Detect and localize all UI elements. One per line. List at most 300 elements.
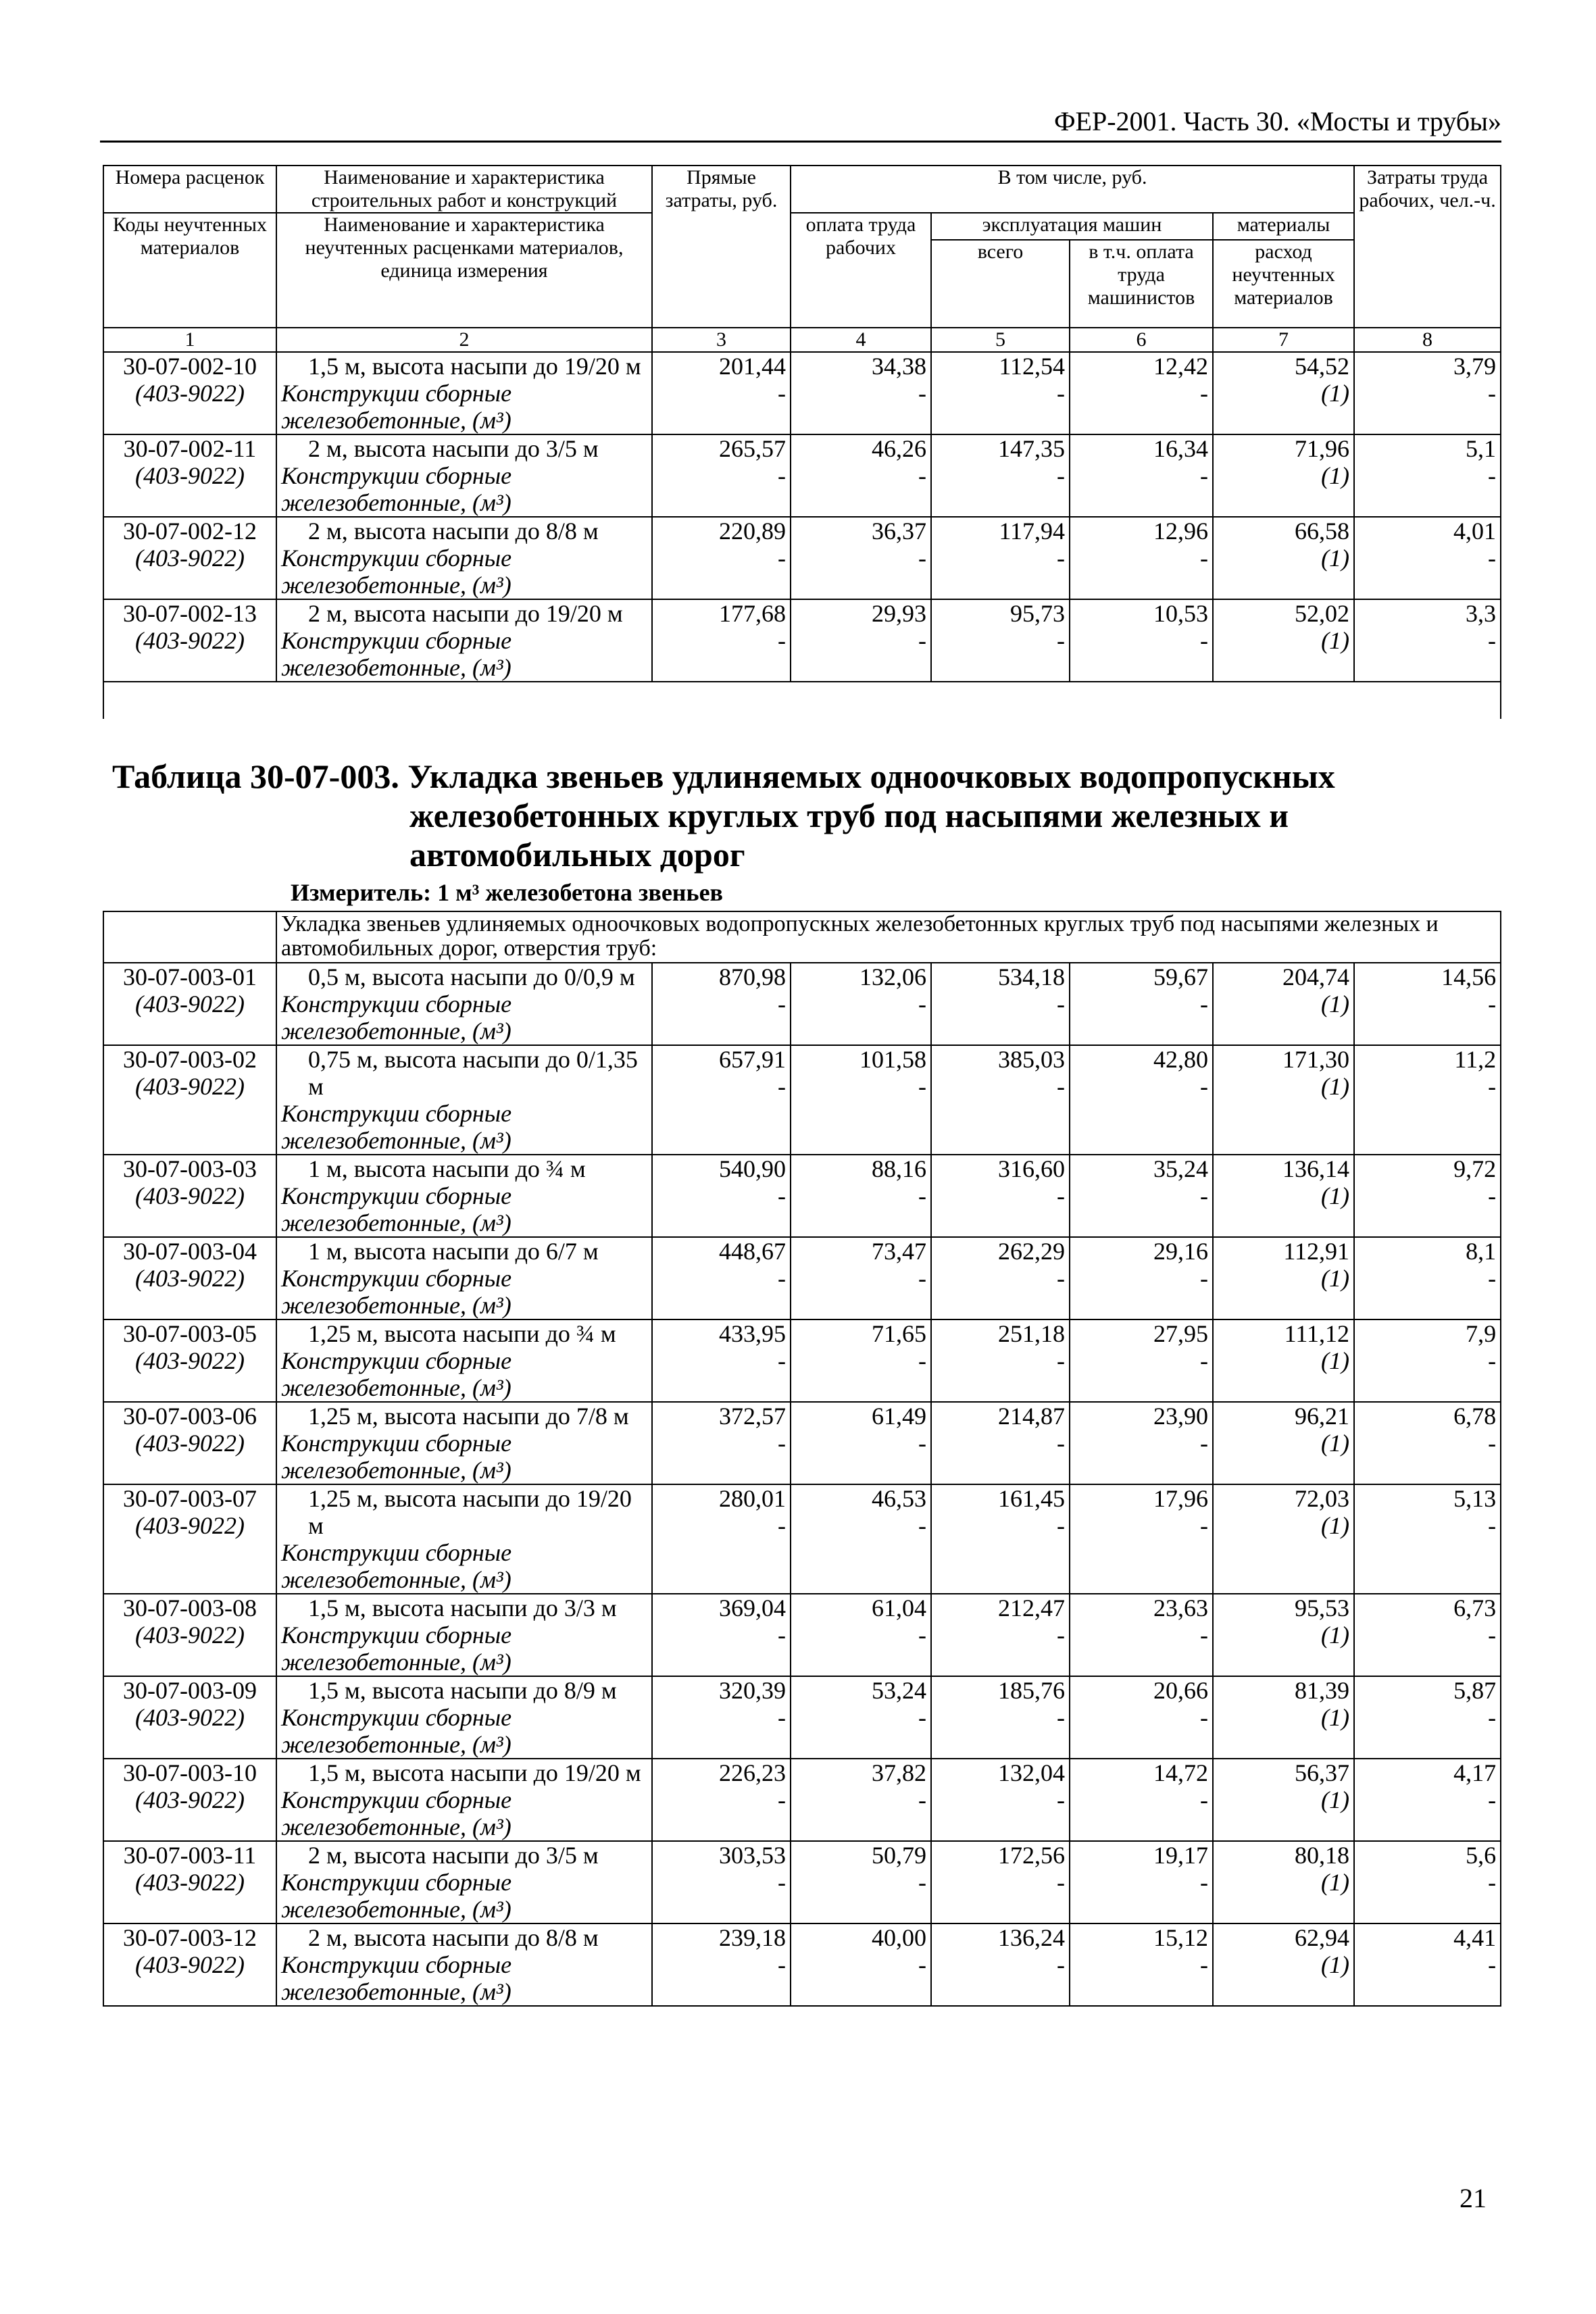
material-name: Конструкции сборные железобетонные, (м³) — [281, 1951, 512, 2005]
materials-value: 136,14 — [1282, 1155, 1349, 1182]
wages-dash: - — [918, 1786, 926, 1813]
wages-value: 40,00 — [872, 1924, 926, 1951]
machinist-wages-dash: - — [1200, 1265, 1208, 1292]
rates-table-30-07-002 — [103, 165, 1501, 719]
direct-costs — [652, 599, 791, 682]
work-name-cell — [276, 1237, 652, 1319]
labor — [1354, 1319, 1501, 1402]
material-code: (403-9022) — [135, 462, 245, 489]
machinist-wages — [1070, 1155, 1213, 1237]
direct-costs — [652, 1319, 791, 1402]
direct-costs-value: 280,01 — [719, 1485, 786, 1512]
machines-total-value: 132,04 — [998, 1759, 1065, 1786]
labor-dash: - — [1488, 1265, 1497, 1292]
material-name: Конструкции сборные железобетонные, (м³) — [281, 545, 512, 599]
table-row — [103, 1045, 1501, 1155]
page-number: 21 — [1460, 2183, 1487, 2213]
machines-total-value: 316,60 — [998, 1155, 1065, 1182]
column-number-4: 4 — [791, 328, 931, 352]
labor — [1354, 1484, 1501, 1594]
col-header-labor: Затраты труда рабочих, чел.-ч. — [1354, 166, 1501, 328]
materials-value: 95,53 — [1295, 1594, 1349, 1621]
material-name: Конструкции сборные железобетонные, (м³) — [281, 1347, 512, 1401]
material-code: (403-9022) — [135, 627, 245, 654]
machinist-wages — [1070, 1402, 1213, 1484]
wages — [791, 1676, 931, 1759]
material-qty: (1) — [1321, 462, 1350, 489]
direct-costs — [652, 1045, 791, 1155]
machinist-wages-dash: - — [1200, 380, 1208, 407]
wages-dash: - — [918, 1430, 926, 1457]
labor-value: 14,56 — [1441, 963, 1497, 990]
machines-total-value: 172,56 — [998, 1842, 1065, 1869]
labor-value: 4,41 — [1453, 1924, 1497, 1951]
wages — [791, 1237, 931, 1319]
material-name: Конструкции сборные железобетонные, (м³) — [281, 1621, 512, 1676]
direct-costs-value: 220,89 — [719, 518, 786, 545]
wages — [791, 1841, 931, 1923]
labor — [1354, 1237, 1501, 1319]
material-qty: (1) — [1321, 1786, 1349, 1813]
work-name: 0,5 м, высота насыпи до 0/0,9 м — [308, 963, 635, 990]
direct-costs-dash: - — [778, 462, 786, 489]
direct-costs-dash: - — [778, 1512, 786, 1539]
rate-code-cell — [103, 1923, 276, 2006]
direct-costs-dash: - — [778, 1786, 786, 1813]
wages — [791, 434, 931, 517]
rate-code-cell — [103, 1155, 276, 1237]
materials-value: 52,02 — [1295, 600, 1350, 627]
rate-code: 30-07-003-10 — [123, 1759, 257, 1786]
table-title-line2: железобетонных круглых труб под насыпями железных и — [409, 797, 1289, 834]
machines-total-dash: - — [1057, 1430, 1065, 1457]
blank-row — [103, 682, 1501, 719]
col-header-machines-total: всего — [931, 240, 1070, 328]
direct-costs-value: 226,23 — [719, 1759, 786, 1786]
materials — [1213, 1676, 1354, 1759]
wages-dash: - — [918, 1182, 926, 1209]
machines-total-dash: - — [1057, 1347, 1065, 1374]
machinist-wages-dash: - — [1200, 1073, 1208, 1100]
rate-code-cell — [103, 1045, 276, 1155]
machinist-wages-value: 10,53 — [1153, 600, 1208, 627]
direct-costs-value: 239,18 — [719, 1924, 786, 1951]
machinist-wages-dash: - — [1200, 627, 1208, 654]
table-title-line3: автомобильных дорог — [409, 836, 745, 874]
rate-code: 30-07-002-10 — [123, 353, 257, 380]
column-number-1: 1 — [103, 328, 276, 352]
machinist-wages-value: 12,96 — [1153, 518, 1208, 545]
table-row — [103, 1484, 1501, 1594]
machines-total — [931, 1045, 1070, 1155]
wages-value: 132,06 — [859, 963, 926, 990]
machinist-wages-dash: - — [1200, 462, 1208, 489]
header-rule — [100, 141, 1501, 143]
wages-dash: - — [918, 1869, 926, 1896]
machines-total — [931, 517, 1070, 599]
material-qty: (1) — [1321, 1347, 1349, 1374]
direct-costs — [652, 1841, 791, 1923]
direct-costs-value: 540,90 — [719, 1155, 786, 1182]
machinist-wages-value: 29,16 — [1153, 1238, 1208, 1265]
material-name: Конструкции сборные железобетонные, (м³) — [281, 1430, 512, 1484]
material-name: Конструкции сборные железобетонные, (м³) — [281, 627, 512, 681]
wages-dash: - — [918, 1621, 926, 1649]
direct-costs — [652, 1402, 791, 1484]
machines-total — [931, 963, 1070, 1045]
column-number-8: 8 — [1354, 328, 1501, 352]
direct-costs-dash: - — [778, 1621, 786, 1649]
labor-value: 9,72 — [1453, 1155, 1497, 1182]
materials-value: 72,03 — [1295, 1485, 1349, 1512]
materials — [1213, 1594, 1354, 1676]
labor-dash: - — [1488, 462, 1497, 489]
machines-total-value: 262,29 — [998, 1238, 1065, 1265]
work-name: 2 м, высота насыпи до 19/20 м — [308, 600, 623, 627]
material-qty: (1) — [1321, 545, 1350, 572]
rates-table-30-07-003 — [103, 911, 1501, 2007]
col-header-name: Наименование и характеристика строительных работ и конструкций — [276, 166, 652, 213]
col-header-wages: оплата труда рабочих — [791, 213, 931, 328]
col-header-material-codes: Коды неучтенных материалов — [103, 213, 276, 328]
labor — [1354, 1841, 1501, 1923]
machinist-wages — [1070, 963, 1213, 1045]
wages — [791, 1319, 931, 1402]
material-code: (403-9022) — [135, 1869, 245, 1896]
rate-code-cell — [103, 1319, 276, 1402]
materials-value: 204,74 — [1282, 963, 1349, 990]
table-title — [112, 757, 1464, 874]
wages — [791, 1155, 931, 1237]
wages — [791, 1402, 931, 1484]
column-number-7: 7 — [1213, 328, 1354, 352]
labor-value: 5,1 — [1466, 435, 1497, 462]
direct-costs — [652, 1594, 791, 1676]
table-row — [103, 1594, 1501, 1676]
machines-total-value: 136,24 — [998, 1924, 1065, 1951]
materials-value: 54,52 — [1295, 353, 1350, 380]
direct-costs — [652, 1759, 791, 1841]
work-name-cell — [276, 1155, 652, 1237]
work-name-cell — [276, 1676, 652, 1759]
section-spacer — [103, 911, 276, 963]
direct-costs-dash: - — [778, 1951, 786, 1978]
direct-costs-dash: - — [778, 1073, 786, 1100]
direct-costs-value: 177,68 — [719, 600, 786, 627]
direct-costs — [652, 517, 791, 599]
machines-total-value: 212,47 — [998, 1594, 1065, 1621]
labor-value: 4,01 — [1453, 518, 1497, 545]
direct-costs-dash: - — [778, 1430, 786, 1457]
material-qty: (1) — [1321, 1512, 1349, 1539]
materials — [1213, 1319, 1354, 1402]
work-name-cell — [276, 1841, 652, 1923]
rate-code: 30-07-003-06 — [123, 1403, 257, 1430]
machinist-wages-value: 17,96 — [1153, 1485, 1208, 1512]
work-name: 1,5 м, высота насыпи до 8/9 м — [308, 1677, 617, 1704]
machinist-wages-value: 35,24 — [1153, 1155, 1208, 1182]
direct-costs — [652, 352, 791, 434]
materials-value: 96,21 — [1295, 1403, 1349, 1430]
wages — [791, 1484, 931, 1594]
work-name-cell — [276, 1319, 652, 1402]
rate-code-cell — [103, 1594, 276, 1676]
rate-code-cell — [103, 517, 276, 599]
direct-costs-value: 448,67 — [719, 1238, 786, 1265]
machines-total-dash: - — [1057, 1621, 1065, 1649]
direct-costs — [652, 1155, 791, 1237]
machines-total-value: 95,73 — [1010, 600, 1065, 627]
machines-total — [931, 1676, 1070, 1759]
wages-value: 73,47 — [872, 1238, 926, 1265]
direct-costs-value: 201,44 — [719, 353, 786, 380]
rate-code-cell — [103, 1237, 276, 1319]
column-numbers-row — [103, 328, 1501, 352]
work-name-cell — [276, 599, 652, 682]
wages — [791, 1759, 931, 1841]
col-header-codes: Номера расценок — [103, 166, 276, 213]
labor — [1354, 352, 1501, 434]
wages-value: 34,38 — [872, 353, 926, 380]
wages-value: 46,53 — [872, 1485, 926, 1512]
machinist-wages-value: 19,17 — [1153, 1842, 1208, 1869]
labor-value: 3,3 — [1466, 600, 1497, 627]
table-title-line1: Таблица 30-07-003. Укладка звеньев удлиняемых одноочковых водопропускных — [112, 757, 1335, 795]
machinist-wages — [1070, 599, 1213, 682]
table-row — [103, 963, 1501, 1045]
machinist-wages-dash: - — [1200, 1347, 1208, 1374]
labor-dash: - — [1488, 1182, 1497, 1209]
machines-total-value: 534,18 — [998, 963, 1065, 990]
materials-value: 66,58 — [1295, 518, 1350, 545]
rate-code: 30-07-003-09 — [123, 1677, 257, 1704]
labor-dash: - — [1488, 1430, 1497, 1457]
machinist-wages-value: 42,80 — [1153, 1046, 1208, 1073]
rate-code: 30-07-003-04 — [123, 1238, 257, 1265]
material-code: (403-9022) — [135, 380, 245, 407]
direct-costs-value: 320,39 — [719, 1677, 786, 1704]
rate-code: 30-07-003-08 — [123, 1594, 257, 1621]
machines-total — [931, 434, 1070, 517]
machinist-wages-value: 15,12 — [1153, 1924, 1208, 1951]
column-number-5: 5 — [931, 328, 1070, 352]
direct-costs-value: 372,57 — [719, 1403, 786, 1430]
machines-total-value: 251,18 — [998, 1320, 1065, 1347]
material-code: (403-9022) — [135, 1265, 245, 1292]
machines-total — [931, 1841, 1070, 1923]
column-number-3: 3 — [652, 328, 791, 352]
materials-value: 171,30 — [1282, 1046, 1349, 1073]
materials — [1213, 1759, 1354, 1841]
labor-dash: - — [1488, 545, 1497, 572]
material-qty: (1) — [1321, 1430, 1349, 1457]
labor-dash: - — [1488, 1786, 1497, 1813]
table-row — [103, 599, 1501, 682]
material-qty: (1) — [1321, 990, 1349, 1017]
labor — [1354, 599, 1501, 682]
wages — [791, 517, 931, 599]
wages-value: 61,04 — [872, 1594, 926, 1621]
labor-dash: - — [1488, 1951, 1497, 1978]
wages-value: 37,82 — [872, 1759, 926, 1786]
rate-code: 30-07-003-12 — [123, 1924, 257, 1951]
labor-dash: - — [1488, 380, 1497, 407]
machinist-wages-dash: - — [1200, 545, 1208, 572]
col-header-machines: эксплуатация машин — [931, 213, 1213, 240]
material-code: (403-9022) — [135, 1430, 245, 1457]
materials — [1213, 963, 1354, 1045]
material-name: Конструкции сборные железобетонные, (м³) — [281, 1265, 512, 1319]
machinist-wages — [1070, 1594, 1213, 1676]
labor-dash: - — [1488, 1704, 1497, 1731]
table-meter: Измеритель: 1 м³ железобетона звеньев — [291, 879, 724, 906]
table-row — [103, 1155, 1501, 1237]
material-qty: (1) — [1321, 1704, 1349, 1731]
material-code: (403-9022) — [135, 990, 245, 1017]
material-code: (403-9022) — [135, 1347, 245, 1374]
labor — [1354, 434, 1501, 517]
labor-value: 8,1 — [1466, 1238, 1497, 1265]
work-name-cell — [276, 517, 652, 599]
table-row — [103, 434, 1501, 517]
machines-total-dash: - — [1057, 545, 1065, 572]
labor-value: 5,13 — [1453, 1485, 1497, 1512]
wages-value: 101,58 — [859, 1046, 926, 1073]
work-name: 1 м, высота насыпи до 6/7 м — [308, 1238, 599, 1265]
material-name: Конструкции сборные железобетонные, (м³) — [281, 380, 512, 434]
machinist-wages — [1070, 434, 1213, 517]
machines-total — [931, 1923, 1070, 2006]
rate-code: 30-07-003-01 — [123, 963, 257, 990]
direct-costs-dash: - — [778, 1265, 786, 1292]
material-qty: (1) — [1321, 1951, 1349, 1978]
table-row — [103, 1319, 1501, 1402]
direct-costs-value: 265,57 — [719, 435, 786, 462]
material-qty: (1) — [1321, 380, 1350, 407]
material-name: Конструкции сборные железобетонные, (м³) — [281, 1182, 512, 1236]
col-header-materials: материалы — [1213, 213, 1354, 240]
machinist-wages — [1070, 352, 1213, 434]
direct-costs-value: 433,95 — [719, 1320, 786, 1347]
machines-total — [931, 599, 1070, 682]
wages-dash: - — [918, 462, 926, 489]
material-code: (403-9022) — [135, 1512, 245, 1539]
materials — [1213, 1237, 1354, 1319]
col-header-material-consumption: расход неучтенных материалов — [1213, 240, 1354, 328]
rate-code-cell — [103, 352, 276, 434]
material-qty: (1) — [1321, 1182, 1349, 1209]
machines-total-dash: - — [1057, 1182, 1065, 1209]
machines-total-value: 112,54 — [999, 353, 1065, 380]
table-row — [103, 1237, 1501, 1319]
material-code: (403-9022) — [135, 1951, 245, 1978]
work-name: 1,5 м, высота насыпи до 3/3 м — [308, 1594, 617, 1621]
direct-costs-dash: - — [778, 1347, 786, 1374]
direct-costs-value: 657,91 — [719, 1046, 786, 1073]
table-row — [103, 1759, 1501, 1841]
rate-code-cell — [103, 1841, 276, 1923]
direct-costs — [652, 1237, 791, 1319]
wages-dash: - — [918, 1951, 926, 1978]
machines-total — [931, 1155, 1070, 1237]
materials — [1213, 1045, 1354, 1155]
machines-total-value: 161,45 — [998, 1485, 1065, 1512]
labor — [1354, 1676, 1501, 1759]
material-name: Конструкции сборные железобетонные, (м³) — [281, 462, 512, 516]
work-name: 1,25 м, высота насыпи до 7/8 м — [308, 1403, 629, 1430]
work-name-cell — [276, 1045, 652, 1155]
wages — [791, 1045, 931, 1155]
machines-total-dash: - — [1057, 1951, 1065, 1978]
wages-dash: - — [918, 1704, 926, 1731]
materials — [1213, 517, 1354, 599]
materials-value: 111,12 — [1284, 1320, 1349, 1347]
wages — [791, 1594, 931, 1676]
wages-dash: - — [918, 1512, 926, 1539]
material-qty: (1) — [1321, 1621, 1349, 1649]
machines-total-dash: - — [1057, 1073, 1065, 1100]
direct-costs-value: 303,53 — [719, 1842, 786, 1869]
machinist-wages-dash: - — [1200, 1786, 1208, 1813]
machinist-wages — [1070, 517, 1213, 599]
material-code: (403-9022) — [135, 1621, 245, 1649]
labor-dash: - — [1488, 1512, 1497, 1539]
direct-costs-value: 870,98 — [719, 963, 786, 990]
rate-code-cell — [103, 963, 276, 1045]
machinist-wages-value: 23,90 — [1153, 1403, 1208, 1430]
wages-dash: - — [918, 545, 926, 572]
work-name: 2 м, высота насыпи до 8/8 м — [308, 518, 599, 545]
machinist-wages-dash: - — [1200, 1951, 1208, 1978]
machinist-wages-value: 23,63 — [1153, 1594, 1208, 1621]
machinist-wages — [1070, 1923, 1213, 2006]
material-qty: (1) — [1321, 627, 1350, 654]
labor-dash: - — [1488, 1621, 1497, 1649]
rate-code: 30-07-003-05 — [123, 1320, 257, 1347]
table-row — [103, 517, 1501, 599]
machinist-wages-dash: - — [1200, 1621, 1208, 1649]
wages-value: 36,37 — [872, 518, 926, 545]
material-code: (403-9022) — [135, 1786, 245, 1813]
rate-code: 30-07-003-11 — [123, 1842, 257, 1869]
rate-code-cell — [103, 1484, 276, 1594]
material-name: Конструкции сборные железобетонные, (м³) — [281, 1704, 512, 1758]
table-row — [103, 1923, 1501, 2006]
rate-code-cell — [103, 599, 276, 682]
rate-code: 30-07-002-11 — [123, 435, 257, 462]
materials-value: 71,96 — [1295, 435, 1350, 462]
wages — [791, 352, 931, 434]
table-row — [103, 1402, 1501, 1484]
direct-costs — [652, 963, 791, 1045]
wages-value: 53,24 — [872, 1677, 926, 1704]
work-name-cell — [276, 352, 652, 434]
wages-value: 88,16 — [872, 1155, 926, 1182]
col-header-including: В том числе, руб. — [791, 166, 1354, 213]
machines-total-value: 117,94 — [999, 518, 1065, 545]
labor — [1354, 1155, 1501, 1237]
labor-value: 4,17 — [1453, 1759, 1497, 1786]
materials-value: 112,91 — [1283, 1238, 1349, 1265]
wages-dash: - — [918, 1265, 926, 1292]
work-name: 1,5 м, высота насыпи до 19/20 м — [308, 1759, 641, 1786]
labor-dash: - — [1488, 627, 1497, 654]
machinist-wages-value: 14,72 — [1153, 1759, 1208, 1786]
materials — [1213, 1155, 1354, 1237]
table-row — [103, 1676, 1501, 1759]
labor — [1354, 963, 1501, 1045]
labor — [1354, 517, 1501, 599]
